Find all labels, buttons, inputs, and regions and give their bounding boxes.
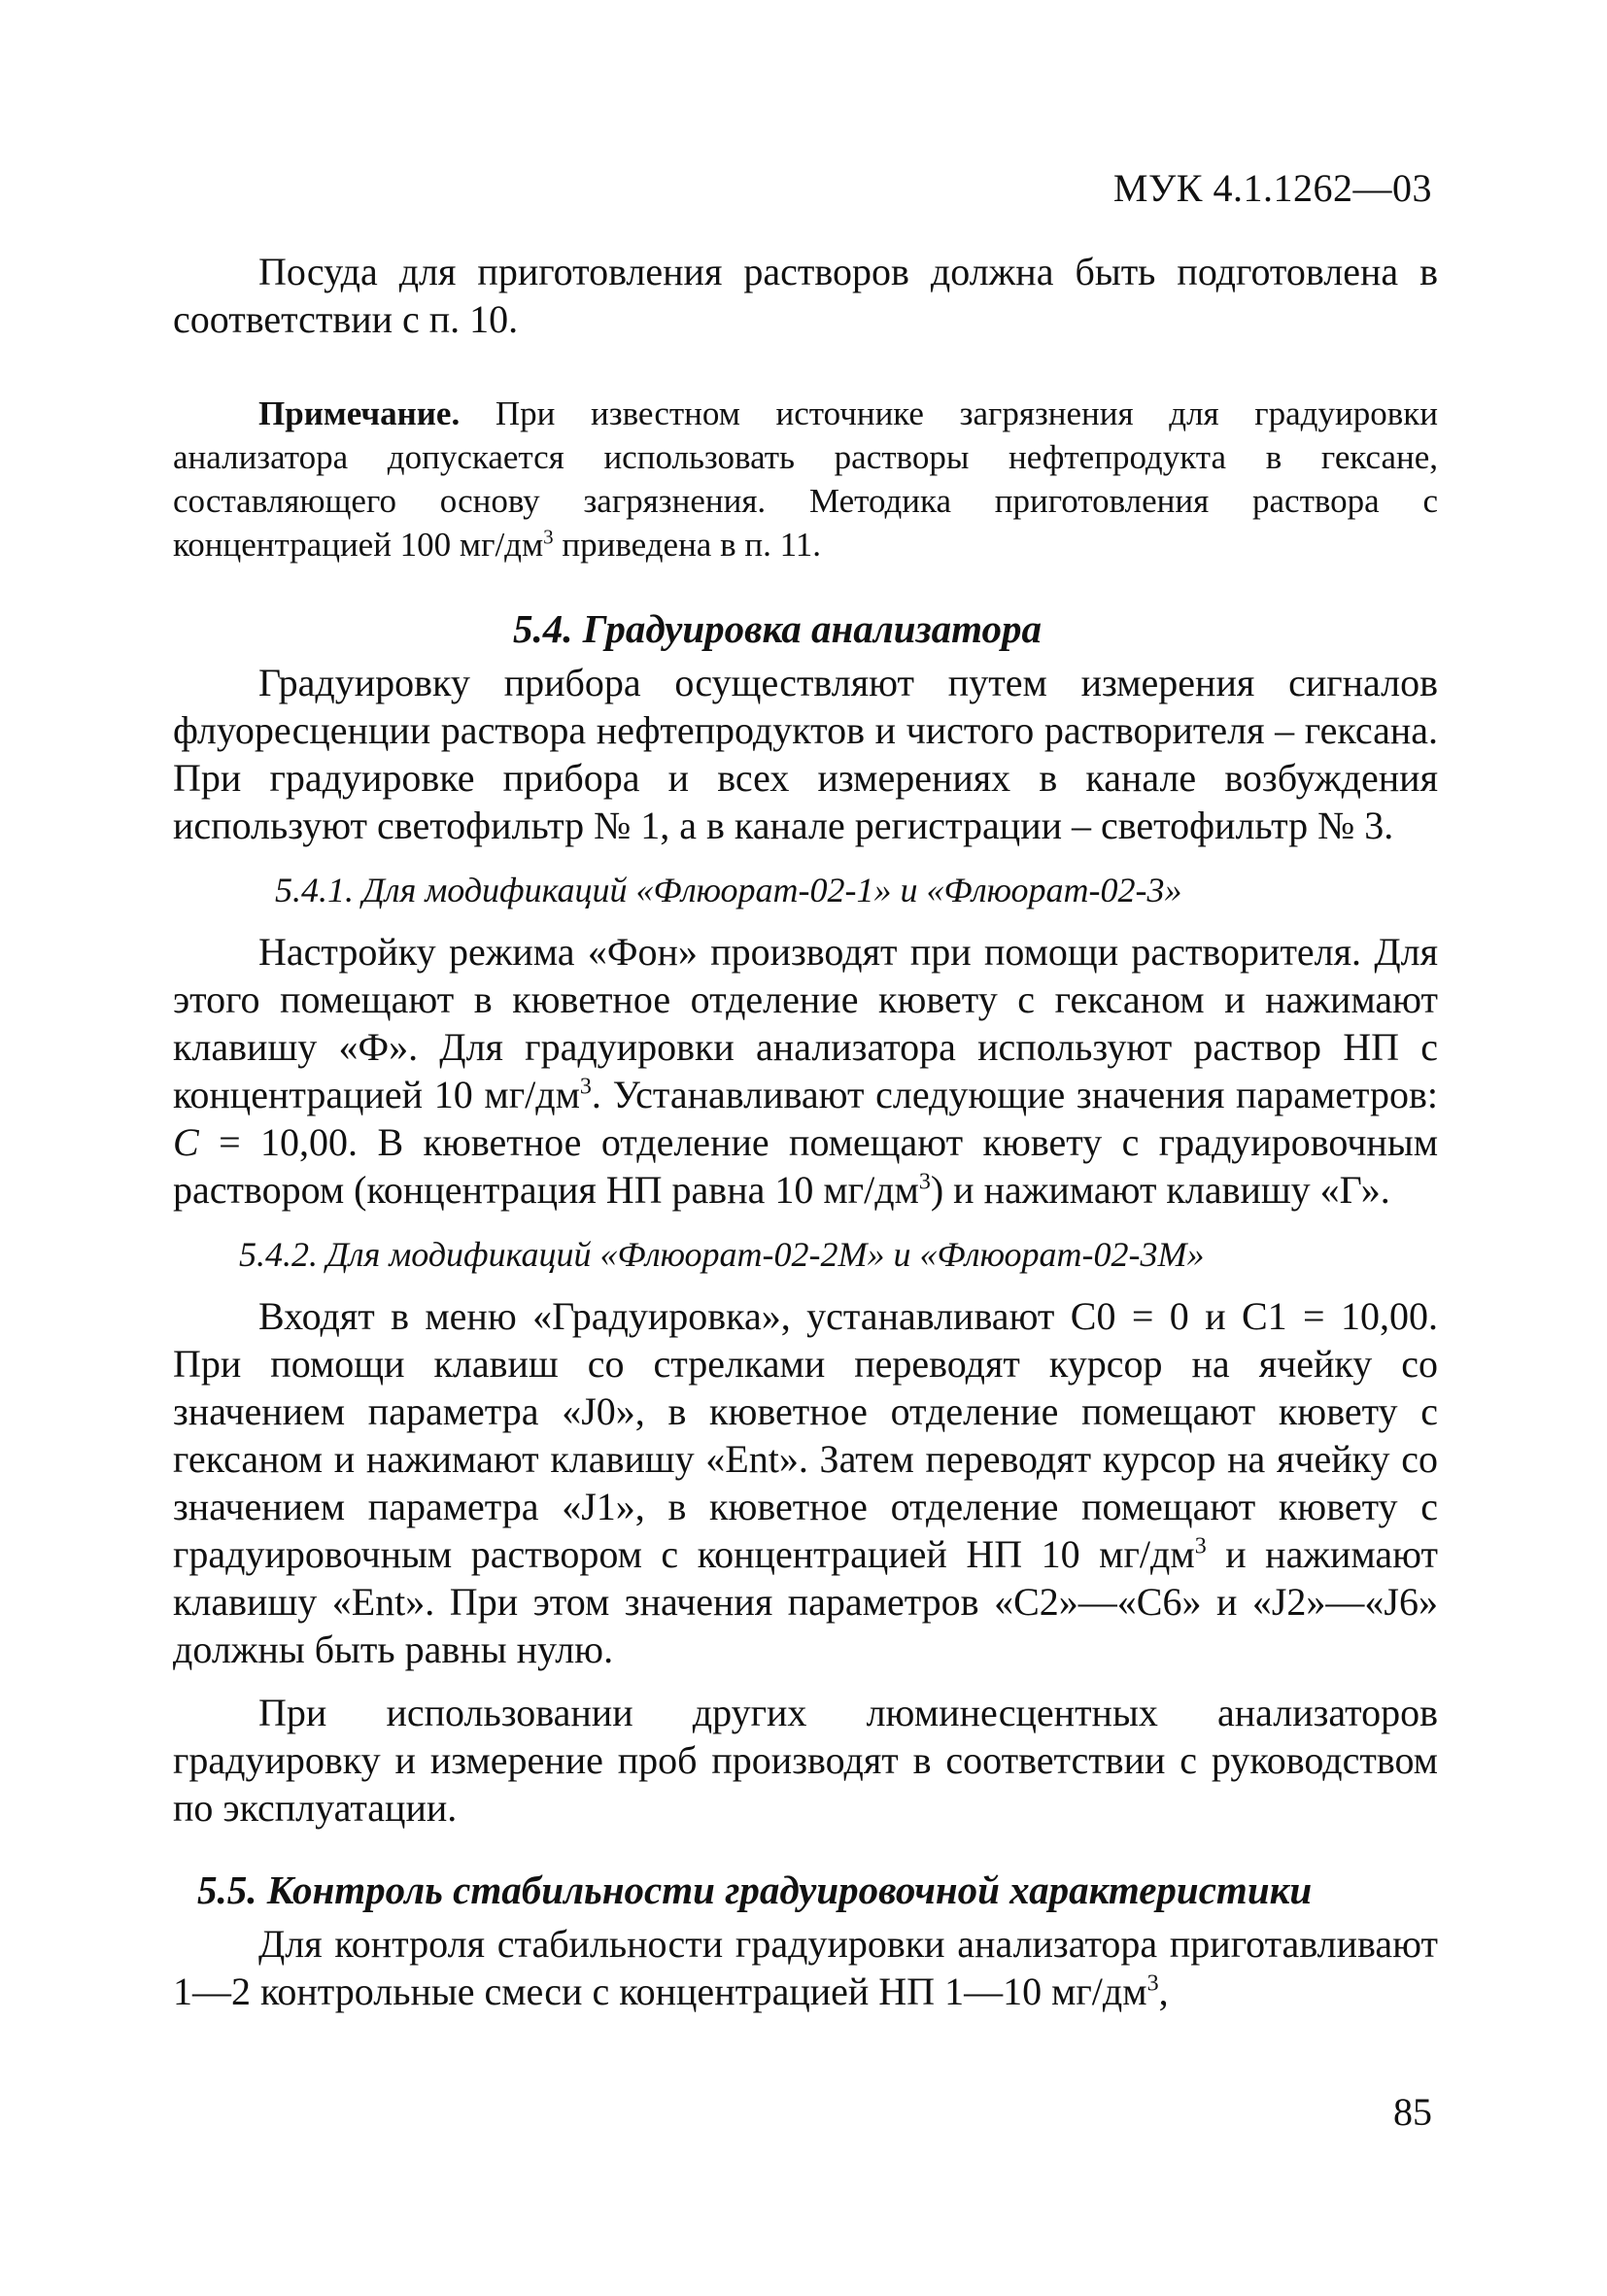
note-paragraph xyxy=(173,392,1438,566)
page-number: 85 xyxy=(1393,2090,1432,2134)
paragraph-glassware: Посуда для приготовления растворов должна быть подготовлена в соответствии с п. 10. xyxy=(173,250,1438,341)
text-run: Для контроля стабильности градуировки анализатора приготавливают 1—2 контрольные смеси с концентрацией НП 1—10 мг/дм xyxy=(173,1922,1438,2013)
text-run: Входят в меню «Градуировка», устанавливают С0 = 0 и С1 = 10,00. При помощи клавиш со стрелками переводят курсор на ячейку со значением параметра «J0», в кюветное отделение помещают кювету с гексаном и нажимают клавишу «Ent». Затем переводят курсор на ячейку со значением параметра «J1», в кюветное отделение помещают кювету с градуировочным раствором с концентрацией НП 10 мг/дм xyxy=(173,1294,1438,1576)
text-run: ) и нажимают клавишу «Г». xyxy=(930,1168,1390,1212)
superscript: 3 xyxy=(543,525,554,549)
section-heading-5-5: 5.5. Контроль стабильности градуировочной характеристики xyxy=(197,1868,1313,1912)
section-heading-5-4: 5.4. Градуировка анализатора xyxy=(513,606,1042,651)
paragraph-5-4: Градуировку прибора осуществляют путем измерения сигналов флуоресценции раствора нефтепродуктов и чистого растворителя – гексана. При градуировке прибора и всех измерениях в канале возбуждения используют светофильтр № 1, а в канале регистрации – светофильтр № 3. xyxy=(173,661,1438,847)
note-label: Примечание. xyxy=(258,394,461,432)
page-content xyxy=(173,248,1438,2015)
text-run: и нажимают клавишу «Ent». При этом значения параметров «С2»—«С6» и «J2»—«J6» должны быть равны нулю. xyxy=(173,1532,1438,1671)
paragraph-other-analyzers: При использовании других люминесцентных анализаторов градуировку и измерение проб производят в соответствии с руководством по эксплуатации. xyxy=(173,1691,1438,1830)
note-text: При известном источнике загрязнения для градуировки анализатора допускается использовать растворы нефтепродукта в гексане, составляющего основу загрязнения. Методика приготовления раствора с концентрацией 100 мг/дм xyxy=(173,394,1438,564)
note-text-end: приведена в п. 11. xyxy=(553,526,822,564)
text-run: , xyxy=(1158,1970,1169,2013)
superscript: 3 xyxy=(1194,1533,1207,1559)
text-run: = 10,00. В кюветное отделение помещают кювету с градуировочным раствором (концентрация НП равна 10 мг/дм xyxy=(173,1120,1438,1212)
superscript: 3 xyxy=(579,1074,592,1100)
superscript: 3 xyxy=(918,1169,931,1195)
paragraph-5-4-1 xyxy=(173,928,1438,1214)
subsection-heading-5-4-2: 5.4.2. Для модификаций «Флюорат-02-2М» и «Флюорат-02-3М» xyxy=(239,1235,1205,1274)
superscript: 3 xyxy=(1146,1970,1159,1997)
text-run: Настройку режима «Фон» производят при помощи растворителя. Для этого помещают в кюветное отделение кювету с гексаном и нажимают клавишу «Ф». Для градуировки анализатора используют раствор НП с концентрацией 10 мг/дм xyxy=(173,930,1438,1116)
document-code: МУК 4.1.1262—03 xyxy=(1112,166,1432,210)
variable-c: С xyxy=(173,1120,199,1164)
paragraph-5-5 xyxy=(173,1920,1438,2015)
subsection-heading-5-4-1: 5.4.1. Для модификаций «Флюорат-02-1» и «Флюорат-02-3» xyxy=(275,871,1182,909)
text-run: . Устанавливают следующие значения параметров: xyxy=(591,1073,1438,1116)
paragraph-5-4-2 xyxy=(173,1292,1438,1673)
